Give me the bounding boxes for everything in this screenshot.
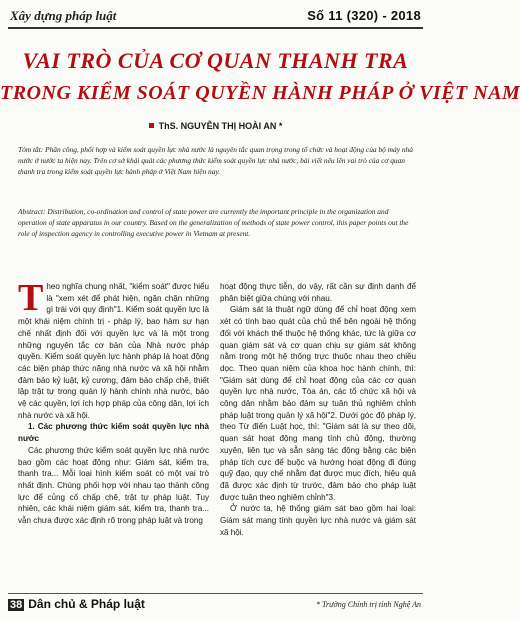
abstract-english: Abstract: Distribution, co-ordination and control of state power are currently the important principle in the organization and operation of state apparatus in our country. Based on the generalization of methods of state power control, this paper points out the role of inspection agency in controlling executive power in Vietnam at present. <box>18 207 409 239</box>
section-label: Xây dựng pháp luật <box>10 8 117 23</box>
footer-journal <box>8 597 145 611</box>
paragraph: Ở nước ta, hệ thống giám sát bao gồm hai loại: Giám sát mang tính quyền lực nhà nước và giám sát xã hội. <box>220 504 416 537</box>
body-column-left <box>18 277 209 527</box>
issue-number: Số 11 (320) - 2018 <box>307 8 421 23</box>
abstract-vietnamese: Tóm tắt: Phân công, phối hợp và kiểm soát quyền lực nhà nước là nguyên tắc quan trọng trong tổ chức và hoạt động của bộ máy nhà nước ở nước ta hiện nay. Trên cơ sở khái quát các phương thức kiểm soát quyền lực nhà nước, bài viết nêu lên vai trò của cơ quan thanh tra trong kiểm soát quyền lực hành pháp ở Việt Nam hiện nay. <box>18 145 413 177</box>
body-column-right <box>220 281 416 538</box>
author-byline <box>0 121 431 131</box>
paragraph: Các phương thức kiểm soát quyền lực nhà nước bao gồm các hoạt động như: Giám sát, kiểm tra, thanh tra... Mỗi loại hình kiểm soát có một vai trò nhất định. Chúng phối hợp với nhau tạo thành công lực để củng cố chấp chẽ, trật tự pháp luật. Tuy nhiên, các khái niệm giám sát, kiểm tra, thanh tra... vẫn chưa được xác định rõ trong pháp luật và trong <box>18 445 209 526</box>
author-affiliation: * Trường Chính trị tỉnh Nghệ An <box>316 600 421 609</box>
author-name: ThS. NGUYỄN THỊ HOÀI AN * <box>158 121 283 131</box>
paragraph: Giám sát là thuật ngữ dùng để chỉ hoạt động xem xét có tính bao quát của chủ thể bên ngoài hệ thống đối với khách thể thuộc hệ thống khác, tức là giữa cơ quan giám sát và cơ quan chịu sự giám sát không nằm trong một hệ thống trực thuộc nhau theo chiều dọc. Theo quan niệm của khoa học hành chính, thì: "Giám sát dùng để chỉ hoạt động của các cơ quan quyền lực nhà nước, Tòa án, các tổ chức xã hội và công dân nhằm bảo đảm sự tuân thủ nghiêm chỉnh pháp luật trong quản lý xã hội"2. Dưới góc độ pháp lý, theo Từ điển Luật học, thì: "Giám sát là sự theo dõi, quan sát hoạt động mang tính chủ động, thường xuyên, liên tục và sẵn sàng tác động bằng các biện pháp tích cực để buộc và hướng hoạt động đi đúng quỹ đạo, quy chế nhằm đạt được mục đích, hiệu quả đã được xác định từ trước, đảm bảo cho pháp luật được tuân theo nghiêm chỉnh"3. <box>220 305 416 502</box>
paragraph-text: heo nghĩa chung nhất, "kiểm soát" được hiểu là "xem xét để phát hiện, ngăn chặn những gì trái với quy định"1. Kiểm soát quyền lực là một khái niệm chính trị - pháp lý, bao hàm sự hạn chế nhất định đối với quyền lực và là một trong những nguyên tắc cơ bản của Nhà nước pháp quyền. Kiểm soát quyền lực hành pháp là hoạt động các biện pháp thức năng nhà nước và xã hội nhằm đảm bảo kỷ luật, kỷ cương, đảm bảo chấp chẽ, thiết lập trật tự trong quản lý hành chính nhà nước, bảo vệ các quyền, lợi ích hợp pháp của công dân, lợi ích nhà nước và xã hội. <box>18 282 209 420</box>
footer-rule <box>8 593 423 594</box>
section-heading: 1. Các phương thức kiểm soát quyền lực nhà nước <box>18 422 209 444</box>
article-title-line-1: VAI TRÒ CỦA CƠ QUAN THANH TRA <box>22 48 409 73</box>
article-title-line-2: TRONG KIỂM SOÁT QUYỀN HÀNH PHÁP Ở VIỆT NAM <box>0 82 520 104</box>
paragraph <box>18 277 209 421</box>
header-rule <box>8 27 423 29</box>
drop-cap: T <box>18 277 44 319</box>
bullet-square-icon <box>149 123 154 128</box>
page-number: 38 <box>10 599 23 611</box>
running-header <box>8 6 423 28</box>
paragraph: hoạt động thực tiễn, do vậy, rất cần sự định danh để phân biệt giữa chúng với nhau. <box>220 282 416 303</box>
journal-name: Dân chủ & Pháp luật <box>28 597 145 611</box>
